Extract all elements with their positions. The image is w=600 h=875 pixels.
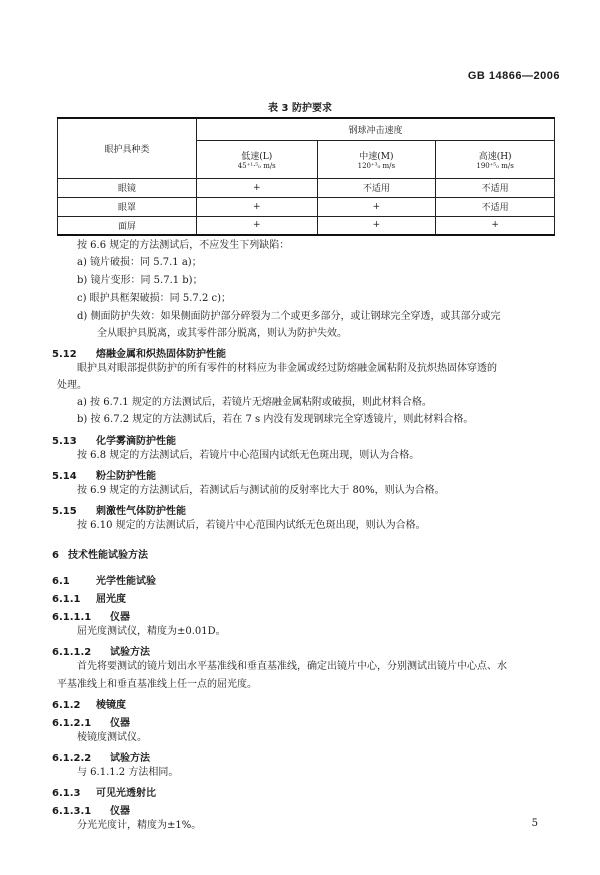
section-title: 光学性能试验 xyxy=(96,576,156,587)
section-number: 5.12 xyxy=(52,349,77,360)
table-header-type: 眼护具种类 xyxy=(58,118,197,178)
section-title: 试验方法 xyxy=(110,753,150,764)
section-heading xyxy=(52,714,130,729)
table-cell: + xyxy=(317,216,436,235)
section-title: 熔融金属和炽热固体防护性能 xyxy=(96,349,226,360)
section-title: 粉尘防护性能 xyxy=(96,471,156,482)
paragraph: 与 6.1.1.2 方法相同。 xyxy=(77,767,179,778)
table-cell: 眼镜 xyxy=(58,178,197,197)
list-item: a) 按 6.7.1 规定的方法测试后，若镜片无熔融金属粘附或破损，则此材料合格。 xyxy=(77,397,432,408)
section-number: 5.13 xyxy=(52,436,77,447)
section-heading xyxy=(52,802,130,817)
paragraph: 眼护具对眼部提供防护的所有零件的材料应为非金属或经过防熔融金属粘附及抗炽热固体穿透的 xyxy=(77,363,497,374)
section-title: 仪器 xyxy=(110,612,130,623)
section-number: 6.1 xyxy=(52,576,70,587)
speed-name: 中速(M) xyxy=(359,151,394,162)
table-cell: 面屏 xyxy=(58,216,197,235)
section-number: 6.1.2.2 xyxy=(52,753,92,764)
speed-value: 45⁺¹·⁵₀ m/s xyxy=(237,161,276,170)
section-title: 棱镜度 xyxy=(96,700,126,711)
section-number: 6.1.3.1 xyxy=(52,806,92,817)
list-item: a) 镜片破损：同 5.7.1 a)； xyxy=(77,257,202,268)
speed-name: 低速(L) xyxy=(241,151,273,162)
section-title: 仪器 xyxy=(110,806,130,817)
list-item: c) 眼护具框架破损：同 5.7.2 c)； xyxy=(77,293,231,304)
list-item: b) 按 6.7.2 规定的方法测试后，若在 7 s 内没有发现钢球完全穿透镜片，则此材料合格。 xyxy=(77,414,474,425)
paragraph-continuation: 处理。 xyxy=(57,380,87,391)
paragraph: 按 6.10 规定的方法测试后，若镜片中心范围内试纸无色斑出现，则认为合格。 xyxy=(77,520,426,531)
table-cell: + xyxy=(317,197,436,216)
paragraph-continuation: 平基准线上和垂直基准线上任一点的屈光度。 xyxy=(57,679,257,690)
paragraph: 按 6.6 规定的方法测试后，不应发生下列缺陷： xyxy=(77,240,290,251)
table-cell: 不适用 xyxy=(436,178,555,197)
section-number: 5.15 xyxy=(52,506,77,517)
speed-high xyxy=(436,140,555,178)
section-number: 6.1.1.1 xyxy=(52,612,92,623)
section-title: 可见光透射比 xyxy=(96,788,156,799)
section-heading xyxy=(52,643,150,658)
section-heading xyxy=(52,467,156,482)
section-heading xyxy=(52,784,156,799)
section-number: 5.14 xyxy=(52,471,77,482)
section-title: 技术性能试验方法 xyxy=(68,550,148,561)
paragraph: 屈光度测试仪，精度为±0.01D。 xyxy=(77,626,226,637)
section-number: 6.1.1.2 xyxy=(52,647,92,658)
section-heading xyxy=(52,345,226,360)
paragraph: 按 6.8 规定的方法测试后，若镜片中心范围内试纸无色斑出现，则认为合格。 xyxy=(77,450,420,461)
list-item: b) 镜片变形：同 5.7.1 b)； xyxy=(77,275,203,286)
section-heading xyxy=(52,432,176,447)
speed-name: 高速(H) xyxy=(478,151,512,162)
page-number: 5 xyxy=(531,818,538,829)
table-header-speed: 钢球冲击速度 xyxy=(197,118,555,140)
list-item-continuation: 全从眼护具脱离，或其零件部分脱离，则认为防护失效。 xyxy=(97,328,347,339)
section-heading xyxy=(52,572,156,587)
table-row xyxy=(58,178,555,197)
section-number: 6 xyxy=(52,550,59,561)
table-cell: + xyxy=(197,216,318,235)
section-title: 仪器 xyxy=(110,718,130,729)
table-cell: + xyxy=(197,178,318,197)
paragraph: 首先将要测试的镜片划出水平基准线和垂直基准线，确定出镜片中心，分别测试出镜片中心点、水 xyxy=(77,661,507,672)
section-title: 刺激性气体防护性能 xyxy=(96,506,186,517)
section-heading xyxy=(52,608,130,623)
table-cell: 不适用 xyxy=(317,178,436,197)
table-cell: 眼罩 xyxy=(58,197,197,216)
table-title: 表 3 防护要求 xyxy=(268,103,332,114)
speed-medium xyxy=(317,140,436,178)
chapter-heading xyxy=(52,546,148,561)
section-title: 化学雾滴防护性能 xyxy=(96,436,176,447)
table-cell: + xyxy=(197,197,318,216)
section-heading xyxy=(52,749,150,764)
section-number: 6.1.1 xyxy=(52,594,81,605)
speed-value: 190⁺⁵₀ m/s xyxy=(476,161,514,170)
speed-low xyxy=(197,140,318,178)
standard-code: GB 14866—2006 xyxy=(467,70,560,82)
section-heading xyxy=(52,696,126,711)
section-heading xyxy=(52,590,126,605)
table-cell: 不适用 xyxy=(436,197,555,216)
paragraph: 按 6.9 规定的方法测试后，若测试后与测试前的反射率比大于 80%，则认为合格。 xyxy=(77,485,445,496)
table-row xyxy=(58,197,555,216)
speed-value: 120⁺³₀ m/s xyxy=(357,161,396,170)
paragraph: 棱镜度测试仪。 xyxy=(77,732,147,743)
list-item: d) 侧面防护失效：如果侧面防护部分碎裂为二个或更多部分，或让钢球完全穿透，或其部分或完 xyxy=(77,311,501,322)
section-heading xyxy=(52,502,186,517)
section-number: 6.1.3 xyxy=(52,788,81,799)
section-number: 6.1.2.1 xyxy=(52,718,92,729)
table-row xyxy=(58,216,555,235)
section-number: 6.1.2 xyxy=(52,700,81,711)
section-title: 试验方法 xyxy=(110,647,150,658)
section-title: 屈光度 xyxy=(96,594,126,605)
protection-requirements-table xyxy=(57,117,555,236)
paragraph: 分光光度计，精度为±1%。 xyxy=(77,820,202,831)
table-cell: + xyxy=(436,216,555,235)
